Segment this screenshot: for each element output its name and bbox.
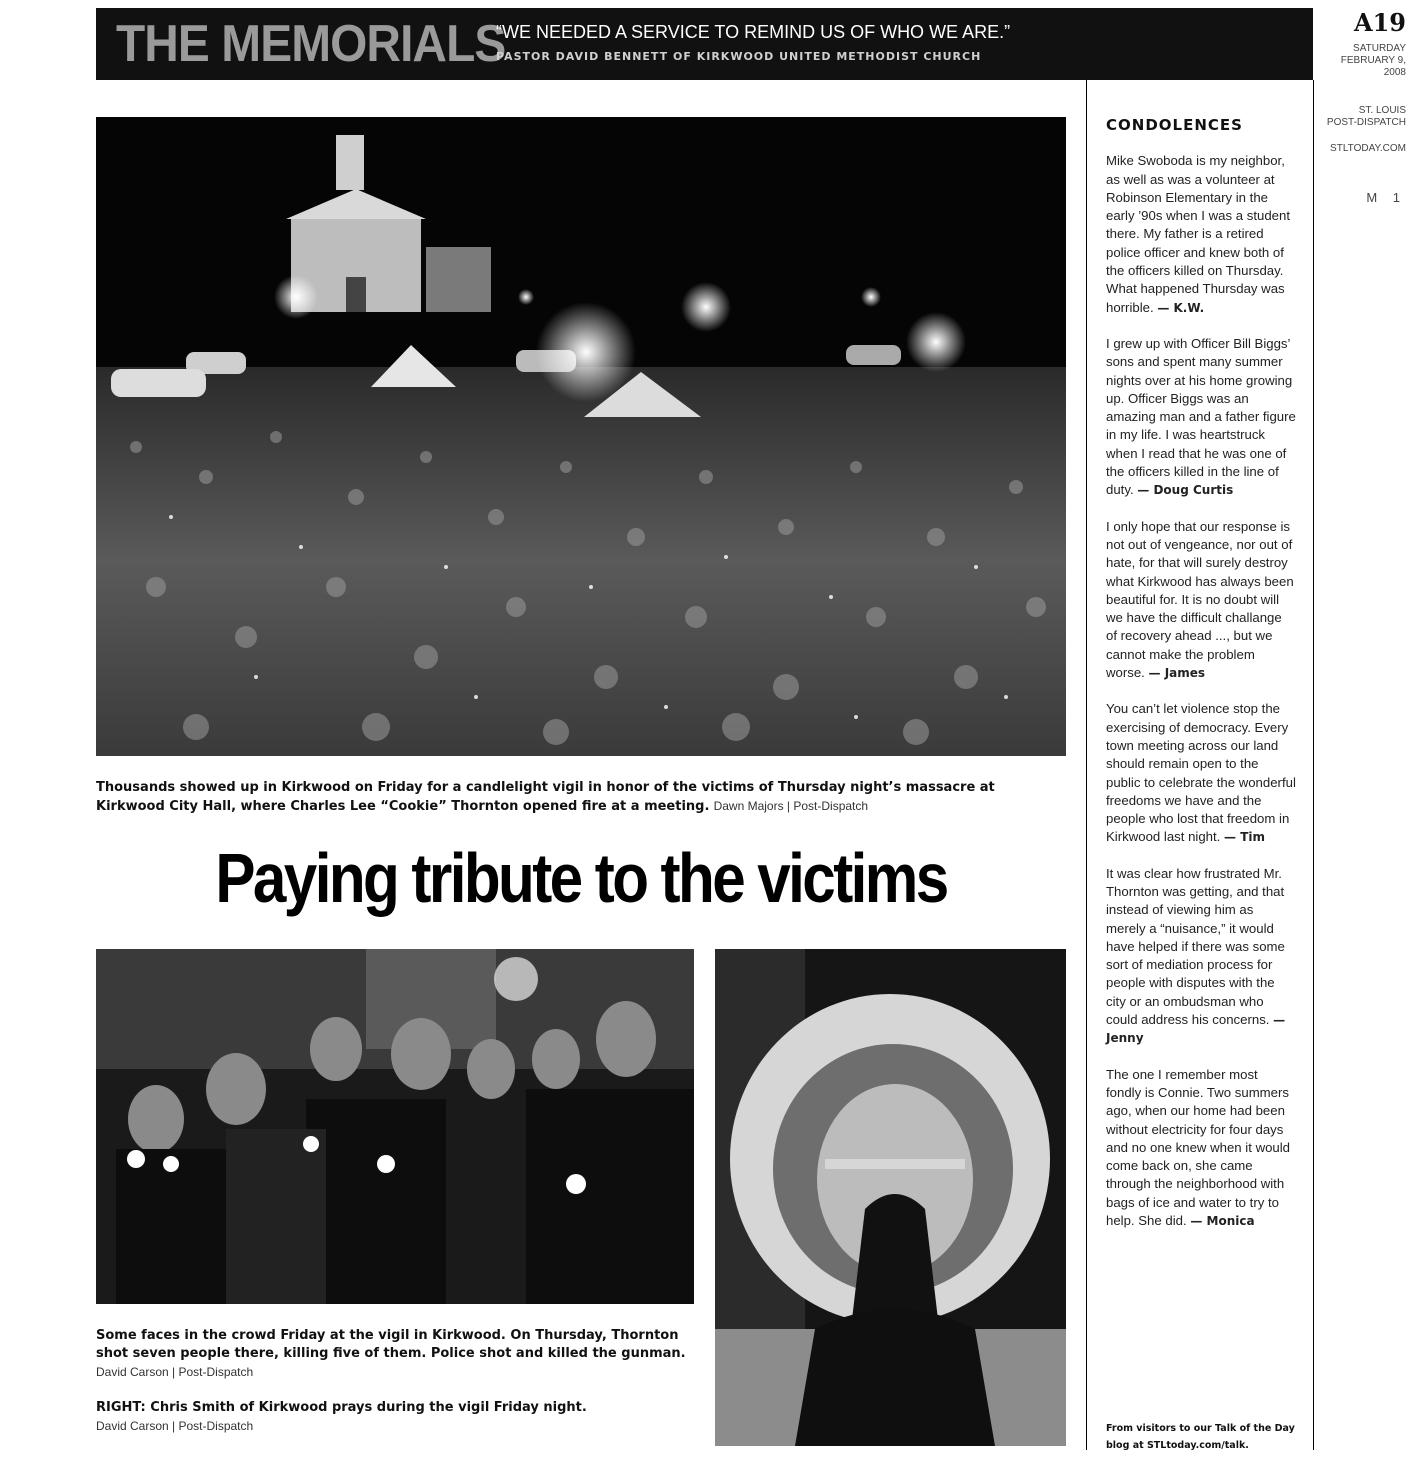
- column-rule-right: [1313, 80, 1314, 1450]
- headline: Paying tribute to the victims: [215, 839, 947, 917]
- letter-text: It was clear how frustrated Mr. Thornton was getting, and that instead of viewing him as merely a “nuisance,” it would have helped if there was some sort of mediation process for people with disputes with the city or an ombudsman who could address his concerns.: [1106, 865, 1285, 1028]
- letter-text: I grew up with Officer Bill Biggs’ sons and spent many summer nights over at his home growing up. Officer Biggs was an amazing man and a father figure in my life. I was heartstruck when I read that he was one of the officers killed in the line of duty.: [1106, 335, 1296, 498]
- date-year: 2008: [1383, 67, 1406, 78]
- condolences-sidebar: [1106, 116, 1296, 1248]
- crowd-faces-caption: Some faces in the crowd Friday at the vigil in Kirkwood. On Thursday, Thornton shot seven people there, killing five of them. Police shot and killed the gunman.: [96, 1328, 686, 1361]
- letter-text: The one I remember most fondly is Connie. Two summers ago, when our home had been without electricity for four days and no one knew when it would come back on, she came through the neighborhood with bags of ice and water to try to help. She did.: [1106, 1066, 1291, 1229]
- date-month: FEBRUARY 9,: [1340, 55, 1406, 66]
- letter-signature: — Monica: [1190, 1214, 1255, 1229]
- banner-attribution: PASTOR DAVID BENNETT OF KIRKWOOD UNITED METHODIST CHURCH: [496, 50, 982, 63]
- crowd-faces-credit: David Carson | Post-Dispatch: [96, 1365, 254, 1379]
- condolence-letter: [1106, 335, 1296, 500]
- letter-signature: — Doug Curtis: [1137, 483, 1234, 498]
- condolence-letter: [1106, 700, 1296, 846]
- newspaper-name: [1318, 105, 1406, 129]
- top-photo-caption: [96, 779, 1066, 816]
- bottom-captions: [96, 1327, 694, 1435]
- condolence-letter: [1106, 518, 1296, 683]
- top-caption-text: Thousands showed up in Kirkwood on Friday for a candlelight vigil in honor of the victims of Thursday night’s massacre at Kirkwood City Hall, where Charles Lee “Cookie” Thornton opened fire at a meeting.: [96, 780, 995, 814]
- condolence-letter: [1106, 152, 1296, 317]
- page-rail: [1318, 8, 1406, 205]
- banner-quote: “WE NEEDED A SERVICE TO REMIND US OF WHO WE ARE.”: [496, 22, 1011, 42]
- publication-date: [1318, 43, 1406, 79]
- praying-woman-caption: RIGHT: Chris Smith of Kirkwood prays during the vigil Friday night.: [96, 1400, 587, 1415]
- section-banner: [96, 8, 1313, 80]
- paper-line-2: POST-DISPATCH: [1326, 117, 1406, 128]
- crowd-faces-photo: [96, 949, 694, 1304]
- letter-signature: — Jenny: [1106, 1013, 1286, 1046]
- letter-text: I only hope that our response is not out of vengeance, nor out of hate, for that will surely destroy what Kirkwood has always been beautiful for. It is no doubt will we have the difficult challange of recovery ahead ..., but we cannot make the problem worse.: [1106, 518, 1294, 681]
- condolence-letter: [1106, 1066, 1296, 1231]
- condolences-title: CONDOLENCES: [1106, 116, 1243, 134]
- praying-woman-credit: David Carson | Post-Dispatch: [96, 1419, 254, 1433]
- edition-code: M 1: [1366, 190, 1406, 205]
- vigil-crowd-photo: [96, 117, 1066, 756]
- date-day: SATURDAY: [1353, 43, 1406, 54]
- column-rule-left: [1086, 80, 1087, 1450]
- page-number: A19: [1353, 8, 1406, 37]
- paper-line-1: ST. LOUIS: [1358, 105, 1406, 116]
- section-title: THE MEMORIALS: [116, 15, 506, 73]
- website: STLTODAY.COM: [1330, 143, 1406, 154]
- letter-text: You can’t let violence stop the exercising of democracy. Every town meeting across our land should remain open to the public to celebrate the wonderful freedoms we have and the people who lost that freedom in Kirkwood last night.: [1106, 701, 1296, 845]
- top-photo-credit: Dawn Majors | Post-Dispatch: [713, 799, 869, 813]
- letter-signature: — K.W.: [1157, 300, 1205, 315]
- praying-woman-photo: [715, 949, 1066, 1446]
- condolence-letter: [1106, 865, 1296, 1048]
- letter-signature: — Tim: [1224, 830, 1266, 845]
- condolences-footer: From visitors to our Talk of the Day blog at STLtoday.com/talk.: [1106, 1423, 1295, 1451]
- letter-text: Mike Swoboda is my neighbor, as well as was a volunteer at Robinson Elementary in the early ’90s when I was a student there. My father is a retired police officer and knew both of the officers killed on Thursday. What happened Thursday was horrible.: [1106, 153, 1290, 315]
- letter-signature: — James: [1148, 666, 1206, 681]
